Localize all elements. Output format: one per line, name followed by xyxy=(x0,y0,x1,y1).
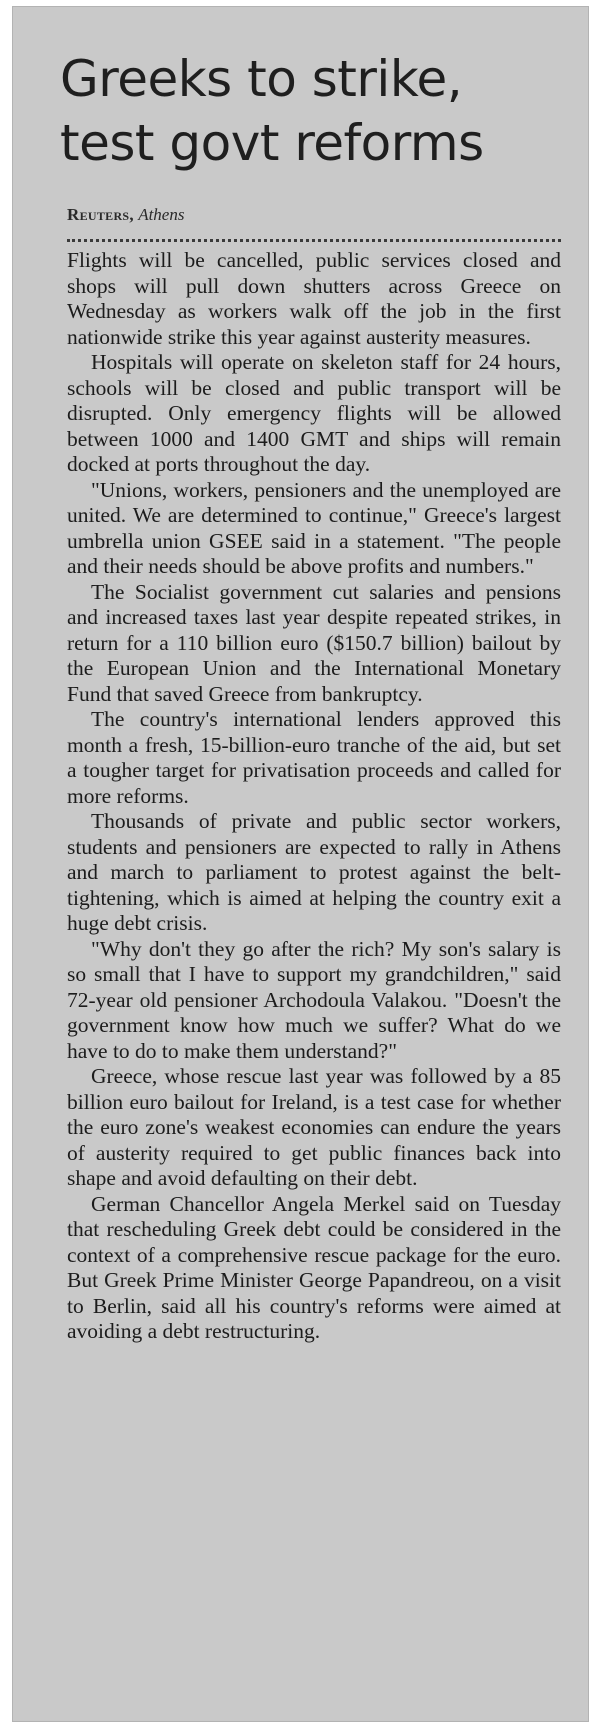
article-paragraph-2: Hospitals will operate on skeleton staff for 24 hours, schools will be closed and public transport will be disrupted. Only emergency flights will be allowed between 1000 and 1400 GMT and ships will remain docked at ports throughout the day. xyxy=(67,350,561,476)
article-paragraph-4: The Socialist government cut salaries and pensions and increased taxes last year despite repeated strikes, in return for a 110 billion euro ($150.7 billion) bailout by the European Union and the International Monetary Fund that saved Greece from bankruptcy. xyxy=(67,579,561,706)
byline-agency: Reuters, xyxy=(67,205,134,224)
article-paragraph-3: "Unions, workers, pensioners and the unemployed are united. We are determined to continue," Greece's largest umbrella union GSEE said in a statement. "The people and their needs should be above profits and numbers." xyxy=(67,477,561,578)
article-paragraph-7: "Why don't they go after the rich? My son's salary is so small that I have to support my grandchildren," said 72-year old pensioner Archodoula Valakou. "Doesn't the government know how much we suffer? What do we have to do to make them understand?" xyxy=(67,936,561,1063)
byline xyxy=(67,205,556,225)
newspaper-clipping xyxy=(12,6,589,1722)
article-paragraph-1: Flights will be cancelled, public services closed and shops will pull down shutters across Greece on Wednesday as workers walk off the job in the first nationwide strike this year against austerity measures. xyxy=(67,248,561,349)
article-paragraph-6: Thousands of private and public sector workers, students and pensioners are expected to rally in Athens and march to parliament to protest against the belt-tightening, which is aimed at helping the country exit a huge debt crisis. xyxy=(67,809,561,935)
article-paragraph-5: The country's international lenders approved this month a fresh, 15-billion-euro tranche of the aid, but set a tougher target for privatisation proceeds and called for more reforms. xyxy=(67,707,561,808)
article-body xyxy=(67,248,561,1345)
headline-line-2: test govt reforms xyxy=(60,114,484,172)
article-paragraph-8: Greece, whose rescue last year was followed by a 85 billion euro bailout for Ireland, is a test case for whether the euro zone's weakest economies can endure the years of austerity required to get public finances back into shape and avoid defaulting on their debt. xyxy=(67,1064,561,1190)
dotted-divider xyxy=(67,239,561,242)
headline xyxy=(60,47,556,175)
headline-line-1: Greeks to strike, xyxy=(60,50,463,108)
byline-place: Athens xyxy=(138,205,185,224)
article-paragraph-9: German Chancellor Angela Merkel said on Tuesday that rescheduling Greek debt could be considered in the context of a comprehensive rescue package for the euro. But Greek Prime Minister George Papandreou, on a visit to Berlin, said all his country's reforms were aimed at avoiding a debt restructuring. xyxy=(67,1191,561,1343)
